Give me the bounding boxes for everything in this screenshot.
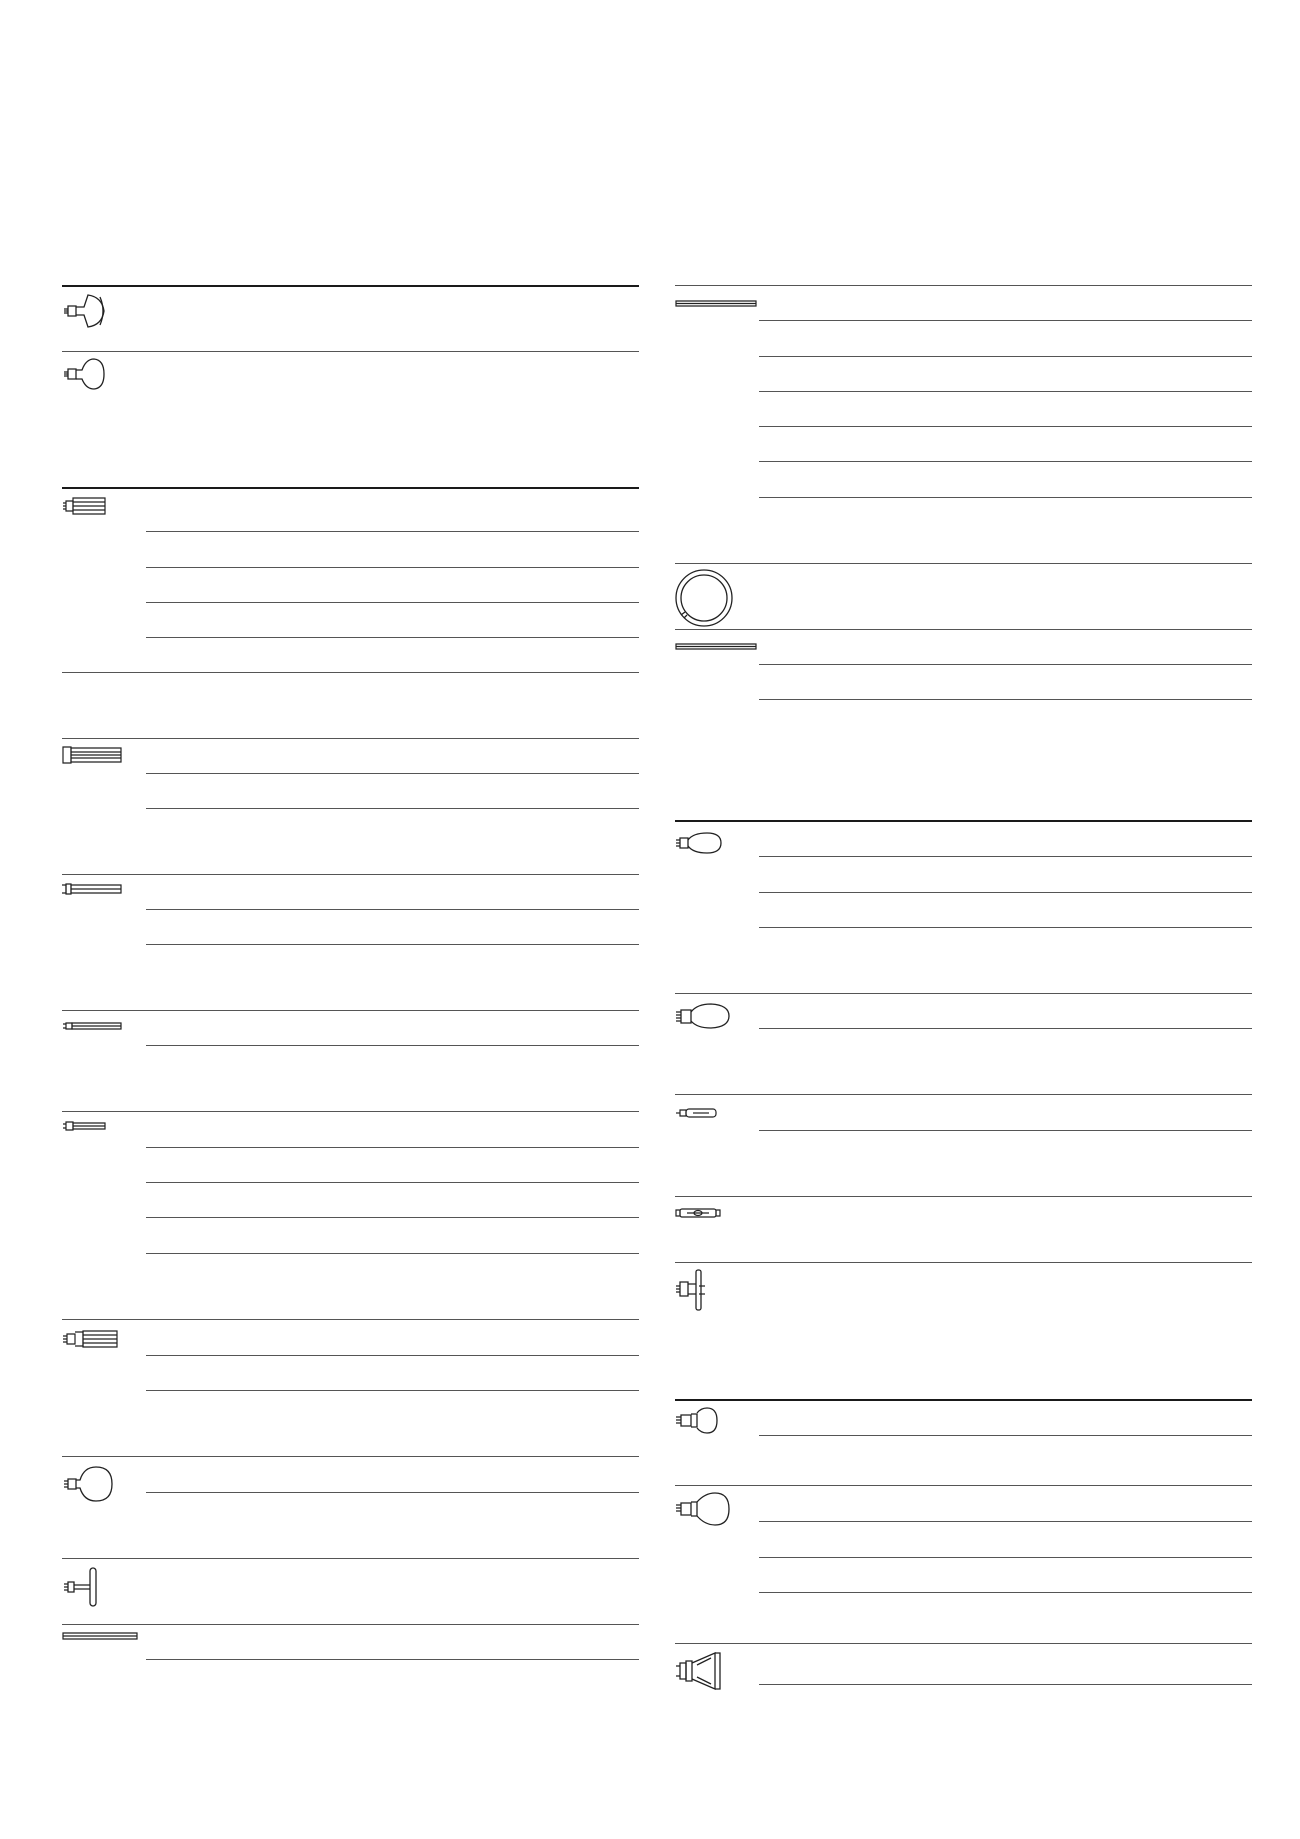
sub-rule bbox=[759, 461, 1252, 462]
ellipsoidal-hid-lamp-icon bbox=[675, 830, 725, 856]
compact-fluorescent-multi-tube-icon bbox=[62, 496, 108, 516]
sub-rule bbox=[759, 927, 1252, 928]
section-rule bbox=[62, 1624, 639, 1625]
circular-fluorescent-icon bbox=[675, 569, 735, 629]
sub-rule bbox=[759, 892, 1252, 893]
sub-rule bbox=[146, 567, 639, 568]
sub-rule bbox=[146, 1147, 639, 1148]
section-rule bbox=[675, 1643, 1252, 1644]
double-ended-halide-icon bbox=[675, 1206, 721, 1220]
sub-rule bbox=[759, 1592, 1252, 1593]
led-mini-bulb-icon bbox=[675, 1406, 721, 1436]
section-rule bbox=[675, 629, 1252, 630]
compact-fluorescent-single-tube-icon bbox=[62, 1020, 122, 1032]
compact-fluorescent-stick-icon bbox=[62, 1120, 108, 1132]
sub-rule bbox=[759, 1028, 1252, 1029]
sub-rule bbox=[146, 1492, 639, 1493]
sub-rule bbox=[146, 909, 639, 910]
globe-lamp-icon bbox=[62, 1464, 114, 1504]
compact-fluorescent-e27-icon bbox=[62, 1328, 118, 1350]
sub-rule bbox=[146, 1217, 639, 1218]
section-rule bbox=[62, 1558, 639, 1559]
sub-rule bbox=[146, 531, 639, 532]
section-rule bbox=[62, 487, 639, 489]
section-rule bbox=[62, 1010, 639, 1011]
sub-rule bbox=[146, 1253, 639, 1254]
section-rule bbox=[675, 1262, 1252, 1263]
led-a-bulb-icon bbox=[675, 1491, 731, 1527]
section-rule bbox=[62, 672, 639, 673]
sub-rule bbox=[146, 1390, 639, 1391]
fluorescent-tube-thin-icon bbox=[675, 643, 757, 651]
sub-rule bbox=[759, 320, 1252, 321]
sub-rule bbox=[759, 1684, 1252, 1685]
sub-rule bbox=[759, 1130, 1252, 1131]
section-rule bbox=[675, 285, 1252, 286]
linear-tube-icon bbox=[62, 1632, 138, 1640]
sub-rule bbox=[759, 856, 1252, 857]
led-gu10-reflector-icon bbox=[675, 1651, 723, 1691]
sub-rule bbox=[759, 1557, 1252, 1558]
sub-rule bbox=[146, 1355, 639, 1356]
sub-rule bbox=[146, 637, 639, 638]
mushroom-reflector-lamp-icon bbox=[62, 357, 108, 393]
section-rule bbox=[62, 351, 639, 352]
sub-rule bbox=[759, 1521, 1252, 1522]
sub-rule bbox=[759, 497, 1252, 498]
sub-rule bbox=[146, 773, 639, 774]
compact-fluorescent-two-pin-icon bbox=[62, 882, 122, 896]
section-rule bbox=[675, 1196, 1252, 1197]
section-rule bbox=[62, 874, 639, 875]
sub-rule bbox=[759, 356, 1252, 357]
section-rule bbox=[62, 1456, 639, 1457]
sub-rule bbox=[759, 426, 1252, 427]
section-rule bbox=[62, 1319, 639, 1320]
sub-rule bbox=[146, 808, 639, 809]
ovoid-hid-lamp-icon bbox=[675, 1002, 731, 1030]
section-rule bbox=[675, 993, 1252, 994]
sub-rule bbox=[759, 664, 1252, 665]
reflector-lamp-icon bbox=[62, 291, 108, 331]
sub-rule bbox=[146, 1045, 639, 1046]
t-shape-lamp-icon bbox=[62, 1566, 102, 1608]
tubular-metal-halide-icon bbox=[675, 1107, 719, 1119]
section-rule bbox=[675, 563, 1252, 564]
sub-rule bbox=[146, 944, 639, 945]
sub-rule bbox=[146, 1182, 639, 1183]
section-rule bbox=[675, 820, 1252, 822]
flanged-lamp-icon bbox=[675, 1268, 709, 1314]
section-rule bbox=[62, 738, 639, 739]
section-rule bbox=[675, 1485, 1252, 1486]
section-rule bbox=[62, 1111, 639, 1112]
section-rule bbox=[675, 1094, 1252, 1095]
section-rule bbox=[62, 285, 639, 287]
section-rule bbox=[675, 1399, 1252, 1401]
sub-rule bbox=[146, 602, 639, 603]
sub-rule bbox=[759, 699, 1252, 700]
compact-fluorescent-four-pin-icon bbox=[62, 746, 122, 764]
sub-rule bbox=[759, 1435, 1252, 1436]
sub-rule bbox=[146, 1659, 639, 1660]
sub-rule bbox=[759, 391, 1252, 392]
fluorescent-tube-icon bbox=[675, 300, 757, 308]
